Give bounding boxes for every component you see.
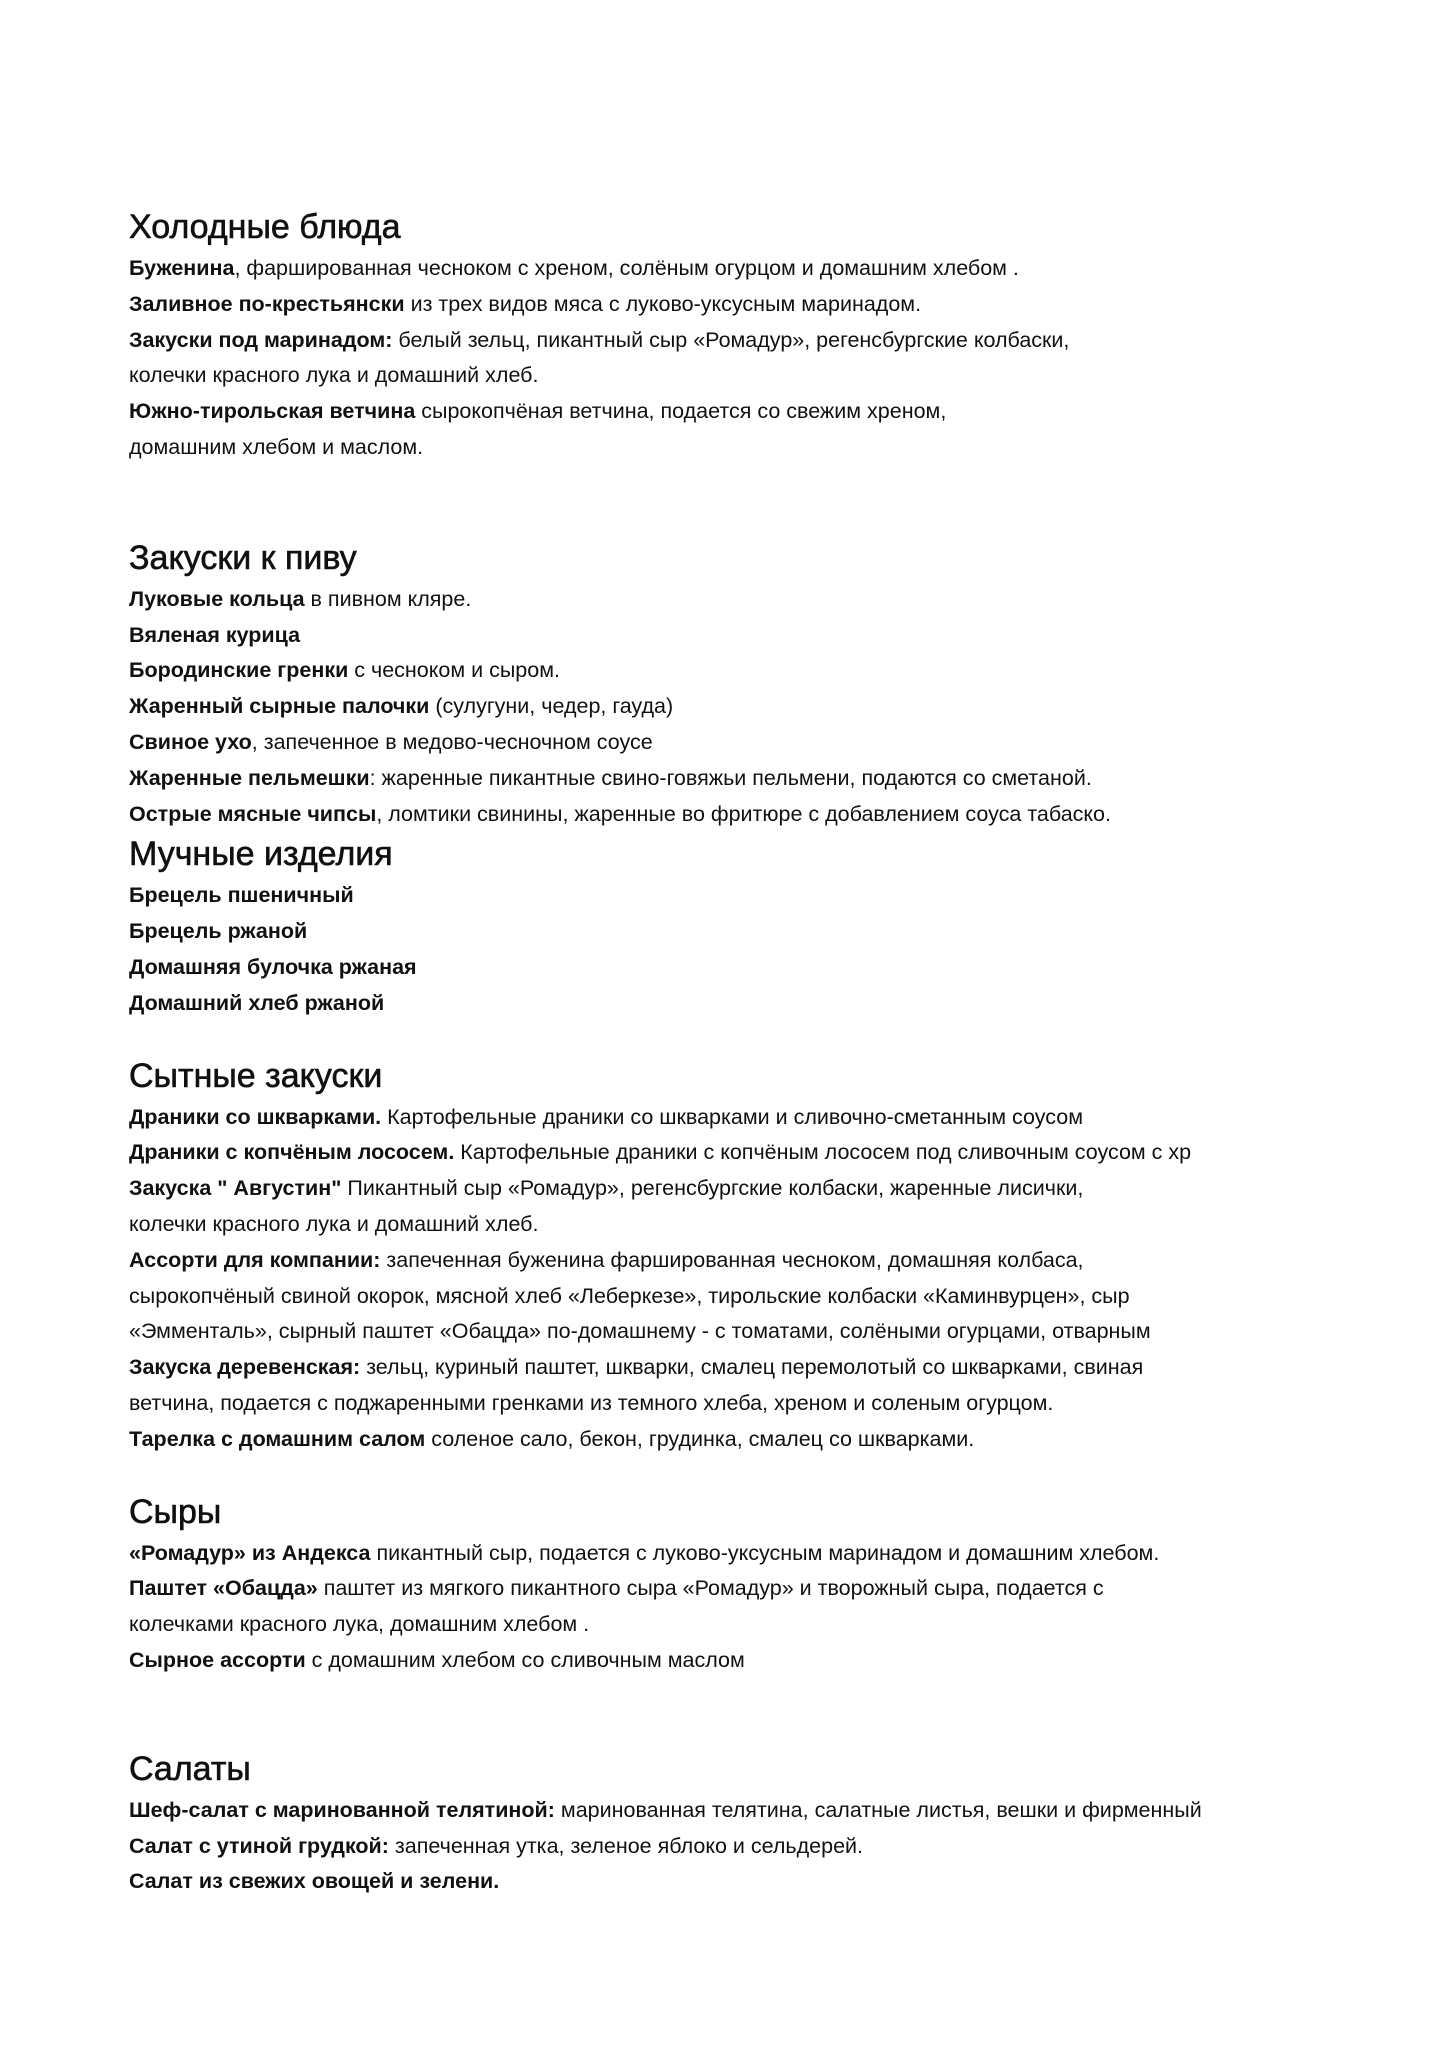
menu-item-name: «Ромадур» из Андекса: [129, 1540, 371, 1565]
menu-item-name: Южно-тирольская ветчина: [129, 399, 416, 424]
menu-item-description: , ломтики свинины, жаренные во фритюре с добавлением соуса табаско.: [376, 801, 1111, 826]
menu-item-name: Сырное ассорти: [129, 1647, 306, 1672]
menu-item-line: [129, 878, 1339, 914]
menu-item-description: белый зельц, пикантный сыр «Ромадур», регенсбургские колбаски,: [392, 327, 1070, 352]
section-bakery: [129, 832, 1339, 1021]
menu-item-line: [129, 1571, 1339, 1607]
menu-item-line: [129, 582, 1339, 618]
menu-content: [129, 205, 1339, 1900]
menu-item-line: [129, 1243, 1339, 1279]
menu-item-description: ветчина, подается с поджаренными гренками из темного хлеба, хреном и соленым огурцом.: [129, 1390, 1054, 1415]
menu-item-description: Картофельные драники со шкварками и сливочно-сметанным соусом: [381, 1104, 1083, 1129]
menu-item-line: [129, 1864, 1339, 1900]
menu-item-name: Жаренные пельмешки: [129, 765, 370, 790]
section-beer-snacks: [129, 536, 1339, 833]
menu-item-name: Жаренный сырные палочки: [129, 694, 430, 719]
menu-item-line: [129, 323, 1339, 359]
menu-item-description: Картофельные драники с копчёным лососем под сливочным соусом с хр: [454, 1140, 1192, 1165]
menu-item-description: домашним хлебом и маслом.: [129, 434, 424, 459]
section-title: Сытные закуски: [129, 1056, 383, 1095]
section-title: Закуски к пиву: [129, 538, 357, 577]
menu-item-line: [129, 1279, 1339, 1315]
menu-item-description: колечки красного лука и домашний хлеб.: [129, 1211, 539, 1236]
menu-item-line: [129, 1207, 1339, 1243]
menu-item-line: [129, 1793, 1339, 1829]
menu-item-name: Ассорти для компании:: [129, 1247, 381, 1272]
menu-item-name: Острые мясные чипсы: [129, 801, 377, 826]
menu-item-description: с чесноком и сыром.: [348, 658, 560, 683]
menu-item-name: Закуска " Августин": [129, 1176, 342, 1201]
menu-item-name: Драники со шкварками.: [129, 1104, 382, 1129]
section-cold-dishes: [129, 205, 1339, 466]
menu-item-description: в пивном кляре.: [304, 586, 472, 611]
menu-item-name: Брецель ржаной: [129, 919, 308, 944]
menu-item-line: [129, 287, 1339, 323]
menu-item-line: [129, 986, 1339, 1022]
menu-item-name: Шеф-салат с маринованной телятиной:: [129, 1797, 555, 1822]
menu-item-name: Закуска деревенская:: [129, 1355, 361, 1380]
menu-item-description: зельц, куриный паштет, шкварки, смалец перемолотый со шкварками, свиная: [360, 1355, 1144, 1380]
menu-item-name: Луковые кольца: [129, 586, 305, 611]
menu-item-description: соленое сало, бекон, грудинка, смалец со шкварками.: [425, 1426, 975, 1451]
menu-item-line: [129, 1350, 1339, 1386]
menu-item-line: [129, 358, 1339, 394]
menu-item-description: запеченная буженина фаршированная чесноком, домашняя колбаса,: [380, 1247, 1084, 1272]
section-title: Салаты: [129, 1749, 251, 1788]
menu-item-description: из трех видов мяса с луково-уксусным маринадом.: [404, 291, 922, 316]
menu-item-name: Домашняя булочка ржаная: [129, 954, 417, 979]
section-title: Сыры: [129, 1492, 222, 1531]
menu-item-line: [129, 1314, 1339, 1350]
menu-item-description: с домашним хлебом со сливочным маслом: [305, 1647, 745, 1672]
menu-item-name: Брецель пшеничный: [129, 883, 354, 908]
menu-item-line: [129, 797, 1339, 833]
section-title: Холодные блюда: [129, 208, 401, 246]
menu-item-description: пикантный сыр, подается с луково-уксусным маринадом и домашним хлебом.: [370, 1540, 1160, 1565]
menu-item-description: маринованная телятина, салатные листья, вешки и фирменный: [554, 1797, 1202, 1822]
menu-item-line: [129, 430, 1339, 466]
menu-item-line: [129, 1422, 1339, 1458]
menu-item-description: колечками красного лука, домашним хлебом .: [129, 1612, 590, 1637]
menu-item-name: Вяленая курица: [129, 622, 301, 647]
menu-item-line: [129, 1536, 1339, 1572]
menu-item-description: паштет из мягкого пикантного сыра «Ромадур» и творожный сыра, подается с: [317, 1576, 1104, 1601]
menu-item-line: [129, 653, 1339, 689]
menu-item-line: [129, 914, 1339, 950]
menu-item-name: Салат из свежих овощей и зелени.: [129, 1869, 500, 1894]
menu-item-name: Свиное ухо: [129, 729, 252, 754]
menu-item-line: [129, 1171, 1339, 1207]
menu-item-line: [129, 761, 1339, 797]
menu-item-line: [129, 1135, 1339, 1171]
section-cheeses: [129, 1490, 1339, 1679]
menu-item-description: (сулугуни, чедер, гауда): [429, 694, 674, 719]
menu-item-description: : жаренные пикантные свино-говяжьи пельмени, подаются со сметаной.: [369, 765, 1092, 790]
menu-item-name: Драники с копчёным лососем.: [129, 1140, 455, 1165]
menu-item-line: [129, 689, 1339, 725]
menu-item-description: сырокопчёный свиной окорок, мясной хлеб «Леберкезе», тирольские колбаски «Каминвурцен», сыр: [129, 1283, 1130, 1308]
section-salads: [129, 1747, 1339, 1900]
menu-item-name: Бородинские гренки: [129, 658, 349, 683]
menu-item-name: Домашний хлеб ржаной: [129, 990, 385, 1015]
menu-item-name: Паштет «Обацда»: [129, 1576, 318, 1601]
menu-item-description: колечки красного лука и домашний хлеб.: [129, 363, 539, 388]
menu-item-line: [129, 394, 1339, 430]
section-hearty-snacks: [129, 1054, 1339, 1458]
menu-item-line: [129, 1643, 1339, 1679]
menu-item-description: запеченная утка, зеленое яблоко и сельдерей.: [388, 1833, 864, 1858]
menu-item-line: [129, 1607, 1339, 1643]
menu-item-line: [129, 1829, 1339, 1865]
menu-item-line: [129, 618, 1339, 654]
menu-item-line: [129, 251, 1339, 287]
menu-item-line: [129, 725, 1339, 761]
menu-item-line: [129, 1386, 1339, 1422]
menu-item-line: [129, 1100, 1339, 1136]
menu-item-description: «Эмменталь», сырный паштет «Обацда» по-домашнему - с томатами, солёными огурцами, отварным: [129, 1319, 1151, 1344]
menu-item-description: сырокопчёная ветчина, подается со свежим хреном,: [415, 399, 947, 424]
menu-item-name: Заливное по-крестьянски: [129, 291, 405, 316]
menu-item-name: Закуски под маринадом:: [129, 327, 393, 352]
menu-item-name: Тарелка с домашним салом: [129, 1426, 426, 1451]
menu-item-description: , фаршированная чесноком с хреном, солёным огурцом и домашним хлебом .: [234, 256, 1019, 280]
menu-item-description: , запеченное в медово-чесночном соусе: [251, 729, 653, 754]
section-title: Мучные изделия: [129, 835, 393, 874]
menu-item-description: Пикантный сыр «Ромадур», регенсбургские колбаски, жаренные лисички,: [341, 1176, 1084, 1201]
menu-item-name: Буженина: [129, 256, 235, 280]
menu-item-name: Салат с утиной грудкой:: [129, 1833, 389, 1858]
menu-item-line: [129, 950, 1339, 986]
